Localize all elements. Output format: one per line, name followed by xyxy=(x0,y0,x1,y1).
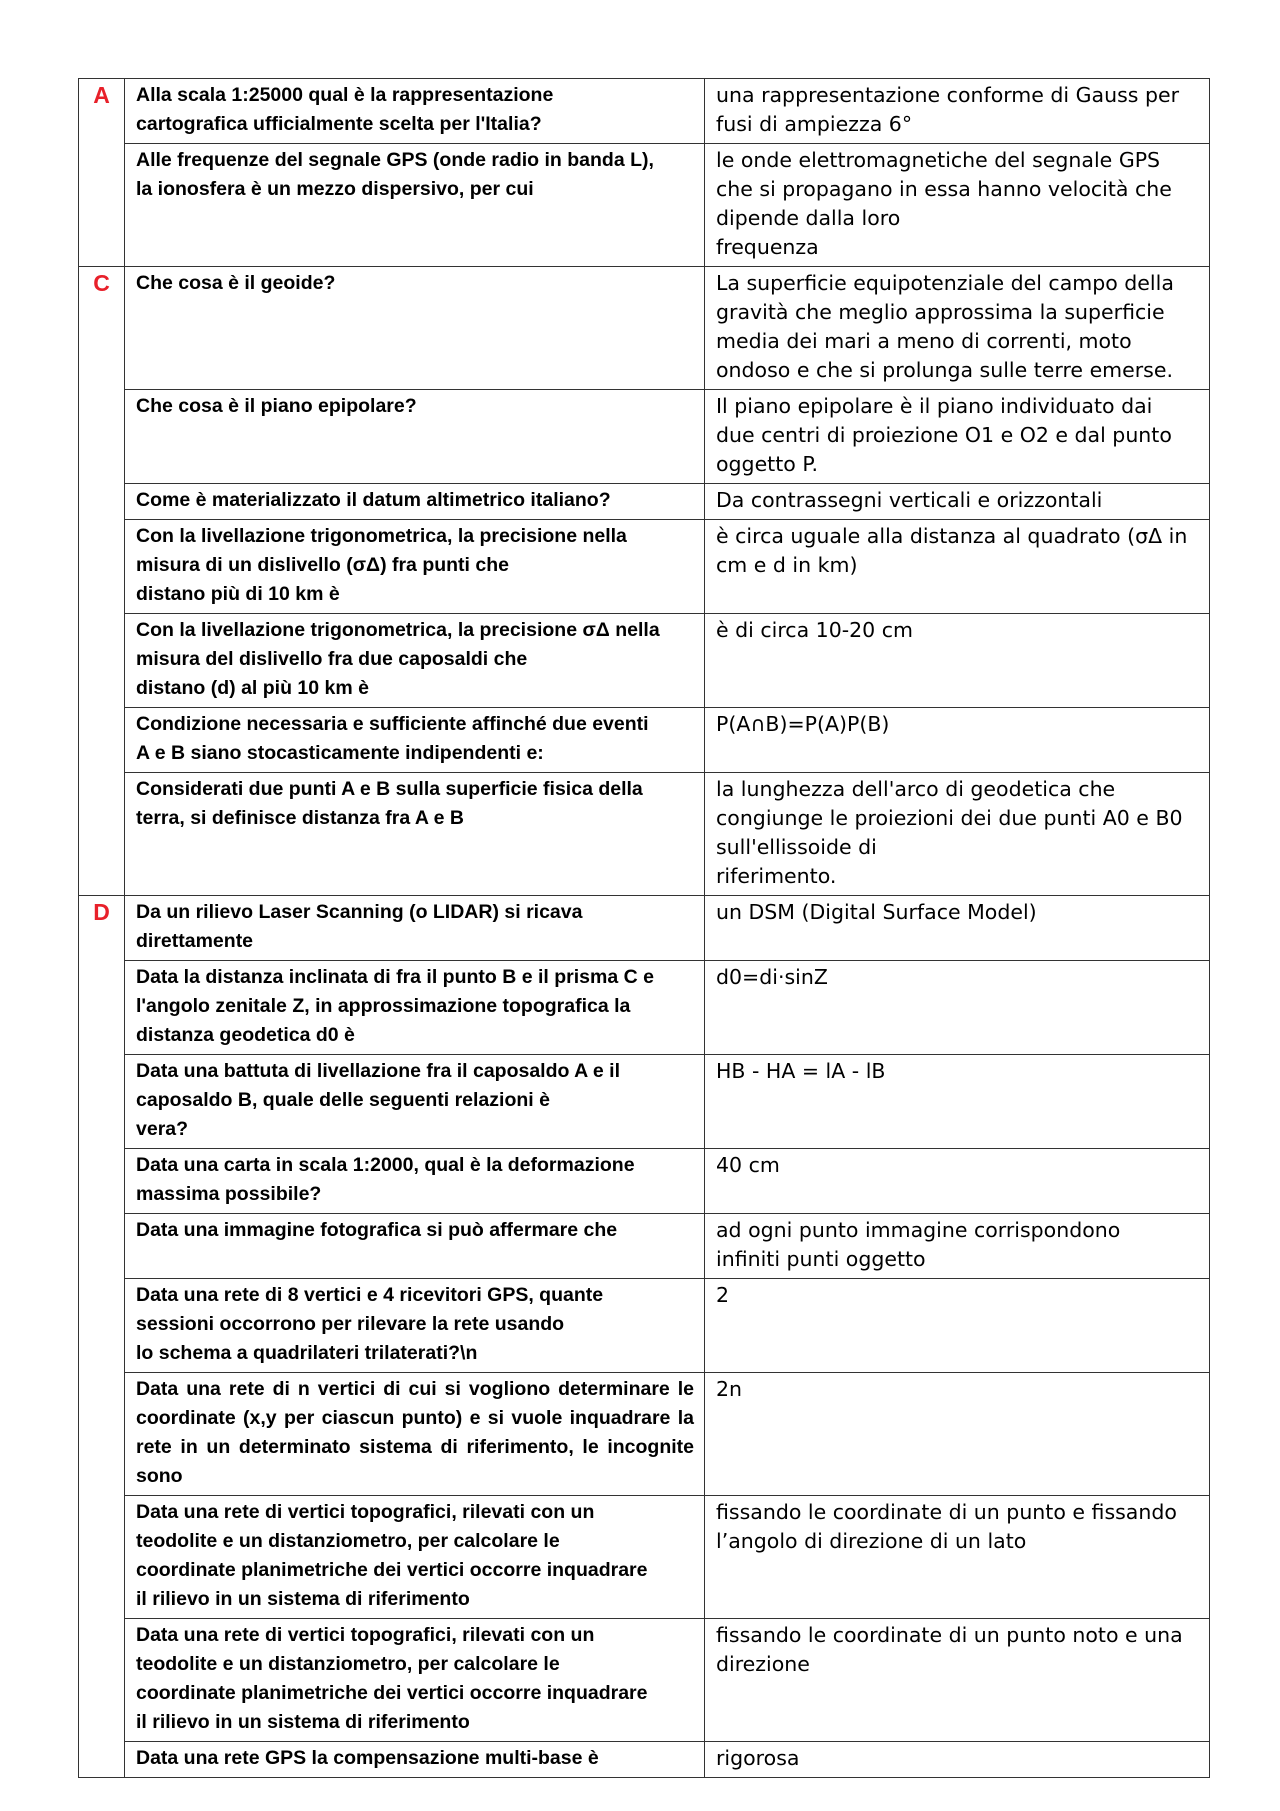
section-letter: D xyxy=(79,896,125,1778)
answer-cell: è di circa 10-20 cm xyxy=(705,614,1210,708)
question-cell: Data una immagine fotografica si può affermare che xyxy=(125,1214,705,1279)
answer-cell: HB - HA = lA - lB xyxy=(705,1055,1210,1149)
answer-cell: un DSM (Digital Surface Model) xyxy=(705,896,1210,961)
answer-cell: fissando le coordinate di un punto e fissando l’angolo di direzione di un lato xyxy=(705,1496,1210,1619)
section-letter: A xyxy=(79,79,125,267)
answer-cell: rigorosa xyxy=(705,1742,1210,1778)
answer-cell: d0=di·sinZ xyxy=(705,961,1210,1055)
table-row xyxy=(79,484,1210,520)
answer-cell: 2 xyxy=(705,1279,1210,1373)
table-row xyxy=(79,390,1210,484)
question-cell: Condizione necessaria e sufficiente affinché due eventi A e B siano stocasticamente indipendenti e: xyxy=(125,708,705,773)
answer-cell: ad ogni punto immagine corrispondono infiniti punti oggetto xyxy=(705,1214,1210,1279)
question-cell: Data una rete di 8 vertici e 4 ricevitori GPS, quante sessioni occorrono per rilevare la rete usando lo schema a quadrilateri trilaterati?\n xyxy=(125,1279,705,1373)
table-row xyxy=(79,1496,1210,1619)
qa-table xyxy=(78,78,1210,1778)
table-row xyxy=(79,1742,1210,1778)
table-row xyxy=(79,708,1210,773)
table-row xyxy=(79,520,1210,614)
table-row xyxy=(79,773,1210,896)
answer-cell: P(A∩B)=P(A)P(B) xyxy=(705,708,1210,773)
table-row xyxy=(79,896,1210,961)
question-cell: Considerati due punti A e B sulla superficie fisica della terra, si definisce distanza fra A e B xyxy=(125,773,705,896)
answer-cell: fissando le coordinate di un punto noto e una direzione xyxy=(705,1619,1210,1742)
table-row xyxy=(79,1279,1210,1373)
answer-cell: è circa uguale alla distanza al quadrato (σΔ in cm e d in km) xyxy=(705,520,1210,614)
question-cell: Con la livellazione trigonometrica, la precisione nella misura di un dislivello (σΔ) fra punti che distano più di 10 km è xyxy=(125,520,705,614)
question-cell: Con la livellazione trigonometrica, la precisione σΔ nella misura del dislivello fra due caposaldi che distano (d) al più 10 km è xyxy=(125,614,705,708)
question-cell: Che cosa è il geoide? xyxy=(125,267,705,390)
answer-cell: una rappresentazione conforme di Gauss per fusi di ampiezza 6° xyxy=(705,79,1210,144)
answer-cell: Il piano epipolare è il piano individuato dai due centri di proiezione O1 e O2 e dal punto oggetto P. xyxy=(705,390,1210,484)
question-cell: Data la distanza inclinata di fra il punto B e il prisma C e l'angolo zenitale Z, in approssimazione topografica la distanza geodetica d0 è xyxy=(125,961,705,1055)
table-row xyxy=(79,144,1210,267)
question-cell: Data una carta in scala 1:2000, qual è la deformazione massima possibile? xyxy=(125,1149,705,1214)
question-cell: Data una rete di vertici topografici, rilevati con un teodolite e un distanziometro, per calcolare le coordinate planimetriche dei vertici occorre inquadrare il rilievo in un sistema di riferimento xyxy=(125,1619,705,1742)
question-cell: Alle frequenze del segnale GPS (onde radio in banda L), la ionosfera è un mezzo dispersivo, per cui xyxy=(125,144,705,267)
question-cell: Alla scala 1:25000 qual è la rappresentazione cartografica ufficialmente scelta per l'Italia? xyxy=(125,79,705,144)
question-cell: Data una rete di vertici topografici, rilevati con un teodolite e un distanziometro, per calcolare le coordinate planimetriche dei vertici occorre inquadrare il rilievo in un sistema di riferimento xyxy=(125,1496,705,1619)
table-row xyxy=(79,1373,1210,1496)
table-row xyxy=(79,614,1210,708)
table-row xyxy=(79,961,1210,1055)
qa-table-body xyxy=(79,79,1210,1778)
table-row xyxy=(79,267,1210,390)
table-row xyxy=(79,1214,1210,1279)
question-cell: Data una rete GPS la compensazione multi-base è xyxy=(125,1742,705,1778)
answer-cell: Da contrassegni verticali e orizzontali xyxy=(705,484,1210,520)
answer-cell: le onde elettromagnetiche del segnale GPS che si propagano in essa hanno velocità che dipende dalla loro frequenza xyxy=(705,144,1210,267)
answer-cell: la lunghezza dell'arco di geodetica che congiunge le proiezioni dei due punti A0 e B0 sull'ellissoide di riferimento. xyxy=(705,773,1210,896)
answer-cell: La superficie equipotenziale del campo della gravità che meglio approssima la superficie media dei mari a meno di correnti, moto ondoso e che si prolunga sulle terre emerse. xyxy=(705,267,1210,390)
question-cell: Data una rete di n vertici di cui si vogliono determinare le coordinate (x,y per ciascun punto) e si vuole inquadrare la rete in un determinato sistema di riferimento, le incognite sono xyxy=(125,1373,705,1496)
question-cell: Da un rilievo Laser Scanning (o LIDAR) si ricava direttamente xyxy=(125,896,705,961)
answer-cell: 40 cm xyxy=(705,1149,1210,1214)
table-row xyxy=(79,1055,1210,1149)
table-row xyxy=(79,1619,1210,1742)
table-row xyxy=(79,1149,1210,1214)
question-cell: Che cosa è il piano epipolare? xyxy=(125,390,705,484)
answer-cell: 2n xyxy=(705,1373,1210,1496)
table-row xyxy=(79,79,1210,144)
question-cell: Data una battuta di livellazione fra il caposaldo A e il caposaldo B, quale delle seguenti relazioni è vera? xyxy=(125,1055,705,1149)
section-letter: C xyxy=(79,267,125,896)
question-cell: Come è materializzato il datum altimetrico italiano? xyxy=(125,484,705,520)
